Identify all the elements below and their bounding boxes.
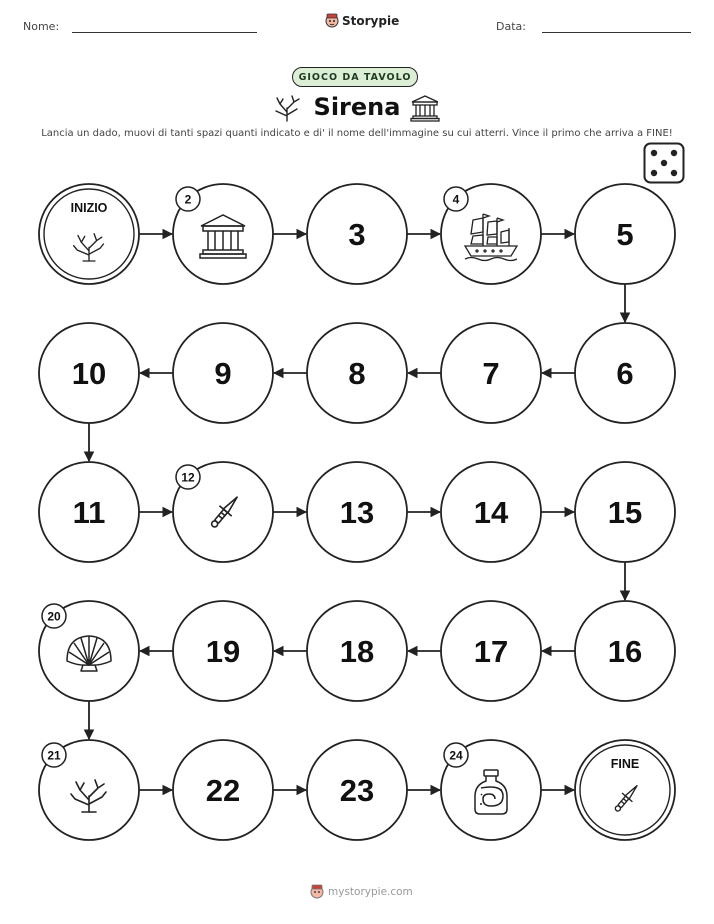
board-space-19[interactable] — [173, 601, 273, 701]
space-number: 12 — [181, 470, 195, 485]
board-space-20[interactable] — [39, 601, 139, 701]
instructions: Lancia un dado, muovi di tanti spazi quanti indicato e di' il nome dell'immagine su cui atterri. Vince il primo che arriva a FINE! — [41, 128, 673, 139]
space-number: 10 — [71, 356, 107, 391]
space-number: 24 — [449, 748, 463, 763]
board-space-24[interactable] — [441, 740, 541, 840]
space-number: 7 — [482, 356, 500, 391]
footer-url[interactable]: mystorypie.com — [328, 885, 413, 898]
start-label: INIZIO — [70, 201, 108, 215]
board-space-12[interactable] — [173, 462, 273, 562]
board-space-17[interactable] — [441, 601, 541, 701]
space-number: 21 — [47, 748, 61, 763]
board-space-6[interactable] — [575, 323, 675, 423]
board-space-5[interactable] — [575, 184, 675, 284]
board-space-21[interactable] — [39, 740, 139, 840]
board-space-13[interactable] — [307, 462, 407, 562]
board-space-18[interactable] — [307, 601, 407, 701]
board-space-3[interactable] — [307, 184, 407, 284]
space-number: 4 — [452, 192, 460, 207]
page-title: Sirena — [313, 93, 401, 121]
game-type-badge: GIOCO DA TAVOLO — [292, 67, 418, 87]
space-circle — [39, 184, 139, 284]
board-space-8[interactable] — [307, 323, 407, 423]
space-number: 2 — [184, 192, 192, 207]
storypie-mascot-icon — [310, 884, 324, 899]
space-number: 20 — [47, 609, 61, 624]
board-space-14[interactable] — [441, 462, 541, 562]
date-label: Data: — [496, 20, 526, 33]
name-label: Nome: — [23, 20, 60, 33]
space-number: 23 — [339, 773, 375, 808]
board-space-10[interactable] — [39, 323, 139, 423]
space-number: 17 — [473, 634, 509, 669]
board-space-7[interactable] — [441, 323, 541, 423]
board-space-15[interactable] — [575, 462, 675, 562]
space-circle — [575, 740, 675, 840]
board-space-25[interactable] — [575, 740, 675, 840]
space-number: 15 — [607, 495, 643, 530]
space-number: 11 — [72, 495, 106, 530]
end-label: FINE — [610, 757, 640, 771]
brand-name: Storypie — [342, 13, 400, 28]
space-number: 14 — [473, 495, 509, 530]
board-space-4[interactable] — [441, 184, 541, 284]
space-number: 3 — [348, 217, 366, 252]
footer — [310, 884, 413, 899]
space-number: 22 — [205, 773, 241, 808]
board-space-9[interactable] — [173, 323, 273, 423]
space-number: 18 — [339, 634, 375, 669]
space-number: 5 — [616, 217, 634, 252]
board-space-2[interactable] — [173, 184, 273, 284]
board-space-16[interactable] — [575, 601, 675, 701]
board-space-1[interactable] — [39, 184, 139, 284]
board-space-11[interactable] — [39, 462, 139, 562]
board-space-23[interactable] — [307, 740, 407, 840]
space-number: 9 — [214, 356, 232, 391]
space-number: 6 — [616, 356, 634, 391]
space-number: 13 — [339, 495, 375, 530]
board-space-22[interactable] — [173, 740, 273, 840]
space-number: 8 — [348, 356, 366, 391]
space-number: 19 — [205, 634, 241, 669]
space-number: 16 — [607, 634, 643, 669]
